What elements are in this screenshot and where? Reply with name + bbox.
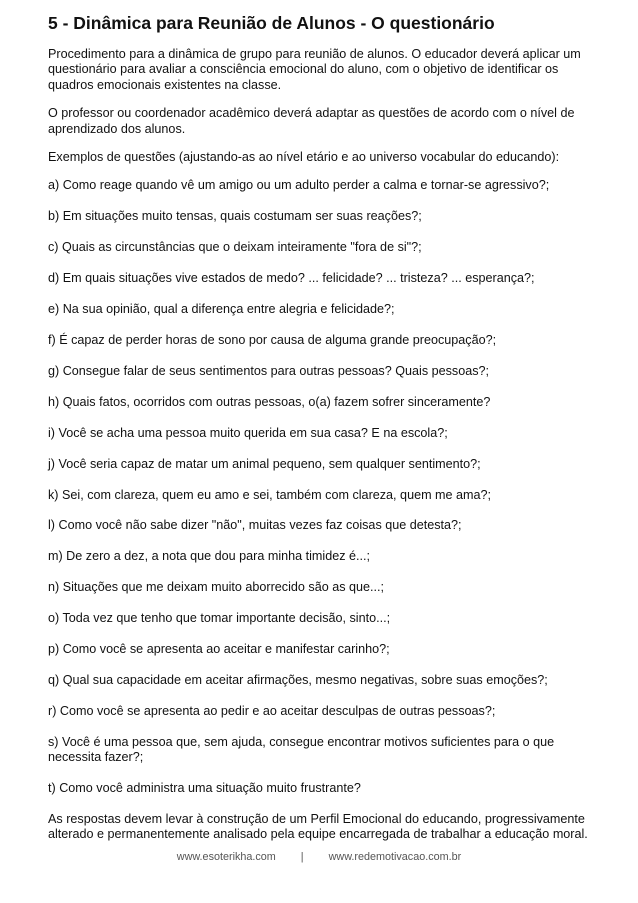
page-title: 5 - Dinâmica para Reunião de Alunos - O questionário: [48, 13, 495, 33]
question-item: m) De zero a dez, a nota que dou para minha timidez é...;: [48, 549, 371, 564]
question-item: k) Sei, com clareza, quem eu amo e sei, também com clareza, quem me ama?;: [48, 487, 492, 502]
question-item: a) Como reage quando vê um amigo ou um adulto perder a calma e tornar-se agressivo?;: [48, 178, 550, 193]
question-item: e) Na sua opinião, qual a diferença entre alegria e felicidade?;: [48, 302, 395, 317]
question-list: [48, 178, 594, 796]
intro-paragraph: Procedimento para a dinâmica de grupo para reunião de alunos. O educador deverá aplicar um questionário para avaliar a consciência emocional do aluno, com o objetivo de identificar os quadros emocionais existentes na classe.: [48, 47, 581, 92]
question-item: g) Consegue falar de seus sentimentos para outras pessoas? Quais pessoas?;: [48, 363, 490, 378]
closing-paragraph: As respostas devem levar à construção de um Perfil Emocional do educando, progressivamente alterado e permanentemente analisado pela equipe encarregada de trabalhar a educação moral.: [48, 811, 588, 842]
question-item: n) Situações que me deixam muito aborrecido são as que...;: [48, 580, 385, 595]
question-item: i) Você se acha uma pessoa muito querida em sua casa? E na escola?;: [48, 425, 448, 440]
examples-heading: Exemplos de questões (ajustando-as ao nível etário e ao universo vocabular do educando):: [48, 150, 560, 165]
question-item: b) Em situações muito tensas, quais costumam ser suas reações?;: [48, 209, 422, 224]
question-item: d) Em quais situações vive estados de medo? ... felicidade? ... tristeza? ... esperança?;: [48, 271, 535, 286]
page-footer: [0, 851, 638, 863]
question-item: h) Quais fatos, ocorridos com outras pessoas, o(a) fazem sofrer sinceramente?: [48, 394, 491, 409]
question-item: p) Como você se apresenta ao aceitar e manifestar carinho?;: [48, 642, 390, 657]
question-item: s) Você é uma pessoa que, sem ajuda, consegue encontrar motivos suficientes para o que necessita fazer?;: [48, 734, 555, 765]
question-item: r) Como você se apresenta ao pedir e ao aceitar desculpas de outras pessoas?;: [48, 703, 496, 718]
question-item: o) Toda vez que tenho que tomar importante decisão, sinto...;: [48, 611, 391, 626]
footer-link-redemotivacao[interactable]: www.redemotivacao.com.br: [328, 851, 462, 863]
footer-link-esoterikha[interactable]: www.esoterikha.com: [176, 851, 276, 863]
adaptation-paragraph: O professor ou coordenador acadêmico deverá adaptar as questões de acordo com o nível de aprendizado dos alunos.: [48, 106, 575, 136]
question-item: q) Qual sua capacidade em aceitar afirmações, mesmo negativas, sobre suas emoções?;: [48, 672, 548, 687]
question-item: t) Como você administra uma situação muito frustrante?: [48, 781, 361, 796]
question-item: l) Como você não sabe dizer "não", muitas vezes faz coisas que detesta?;: [48, 518, 462, 533]
footer-separator: |: [300, 851, 304, 863]
question-item: c) Quais as circunstâncias que o deixam inteiramente "fora de si"?;: [48, 240, 422, 255]
question-item: j) Você seria capaz de matar um animal pequeno, sem qualquer sentimento?;: [48, 456, 481, 471]
question-item: f) É capaz de perder horas de sono por causa de alguma grande preocupação?;: [48, 332, 497, 347]
